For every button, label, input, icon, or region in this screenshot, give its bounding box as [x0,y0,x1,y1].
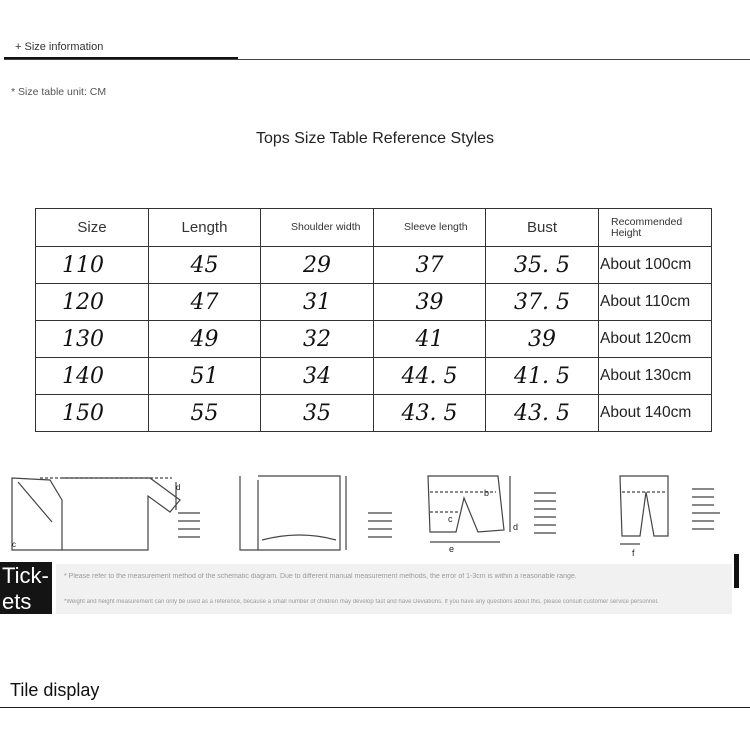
header-shoulder-width: Shoulder width [261,209,374,247]
tee-diagram [240,476,346,550]
cell-height: About 100cm [599,247,712,284]
cell-size: 140 [36,358,149,395]
shirt-label-d: d [176,483,181,492]
cell-sleeve: 41 [374,321,486,358]
cell-shoulder: 32 [261,321,374,358]
table-row [36,247,712,284]
cell-sleeve: 44. 5 [374,358,486,395]
cell-bust: 35. 5 [486,247,599,284]
cell-sleeve: 43. 5 [374,395,486,432]
shirt-label-c: c [12,540,16,549]
tab-divider [4,59,750,60]
shorts-diagram [428,476,518,554]
cell-bust: 37. 5 [486,284,599,321]
notes-band [56,564,732,614]
size-information-tab[interactable]: + Size information [15,41,104,53]
cell-length: 55 [149,395,261,432]
header-sleeve-length: Sleeve length [374,209,486,247]
table-row [36,358,712,395]
pants-label-f: f [632,548,635,558]
tee-legend [368,512,392,538]
table-row [36,321,712,358]
header-bust: Bust [486,209,599,247]
header-size: Size [36,209,149,247]
cell-sleeve: 37 [374,247,486,284]
weight-height-note: *Weight and height measurement can only be used as a reference, because a small number of children may develop fast and have Deviations. If you have any questions about this, please consult customer service personnel. [64,599,659,605]
header-length: Length [149,209,261,247]
cell-height: About 110cm [599,284,712,321]
shirt-legend [178,512,200,538]
size-table [35,208,712,432]
shorts-legend [534,492,556,534]
cell-height: About 130cm [599,358,712,395]
cell-shoulder: 31 [261,284,374,321]
cell-shoulder: 35 [261,395,374,432]
cell-length: 45 [149,247,261,284]
cell-length: 49 [149,321,261,358]
cell-height: About 140cm [599,395,712,432]
cell-size: 150 [36,395,149,432]
shorts-label-b: b [484,488,490,498]
shirt-diagram [12,478,180,550]
header-recommended-height: Recommended Height [599,209,712,247]
cell-size: 110 [36,247,149,284]
cell-size: 130 [36,321,149,358]
cell-shoulder: 34 [261,358,374,395]
unit-note: * Size table unit: CM [11,86,107,98]
table-row [36,284,712,321]
shorts-label-e: e [449,544,455,554]
cell-shoulder: 29 [261,247,374,284]
cell-height: About 120cm [599,321,712,358]
scroll-bar-marker [734,554,739,588]
shorts-label-d: d [513,522,519,532]
section-divider [0,707,750,708]
cell-bust: 43. 5 [486,395,599,432]
cell-bust: 39 [486,321,599,358]
cell-size: 120 [36,284,149,321]
cell-sleeve: 39 [374,284,486,321]
tile-display-heading: Tile display [10,680,100,700]
pants-diagram [620,476,668,558]
shorts-label-c: c [448,514,453,524]
pants-legend [692,488,720,530]
table-title: Tops Size Table Reference Styles [255,130,495,147]
cell-length: 51 [149,358,261,395]
measurement-diagrams [0,470,750,560]
measurement-note: * Please refer to the measurement method of the schematic diagram. Due to different manual measurement methods, the error of 1-3cm is within a reasonable range. [64,573,577,580]
cell-length: 47 [149,284,261,321]
table-row [36,395,712,432]
ticket-overlay-text: Tick-ets [2,563,49,614]
table-header-row [36,209,712,247]
cell-bust: 41. 5 [486,358,599,395]
